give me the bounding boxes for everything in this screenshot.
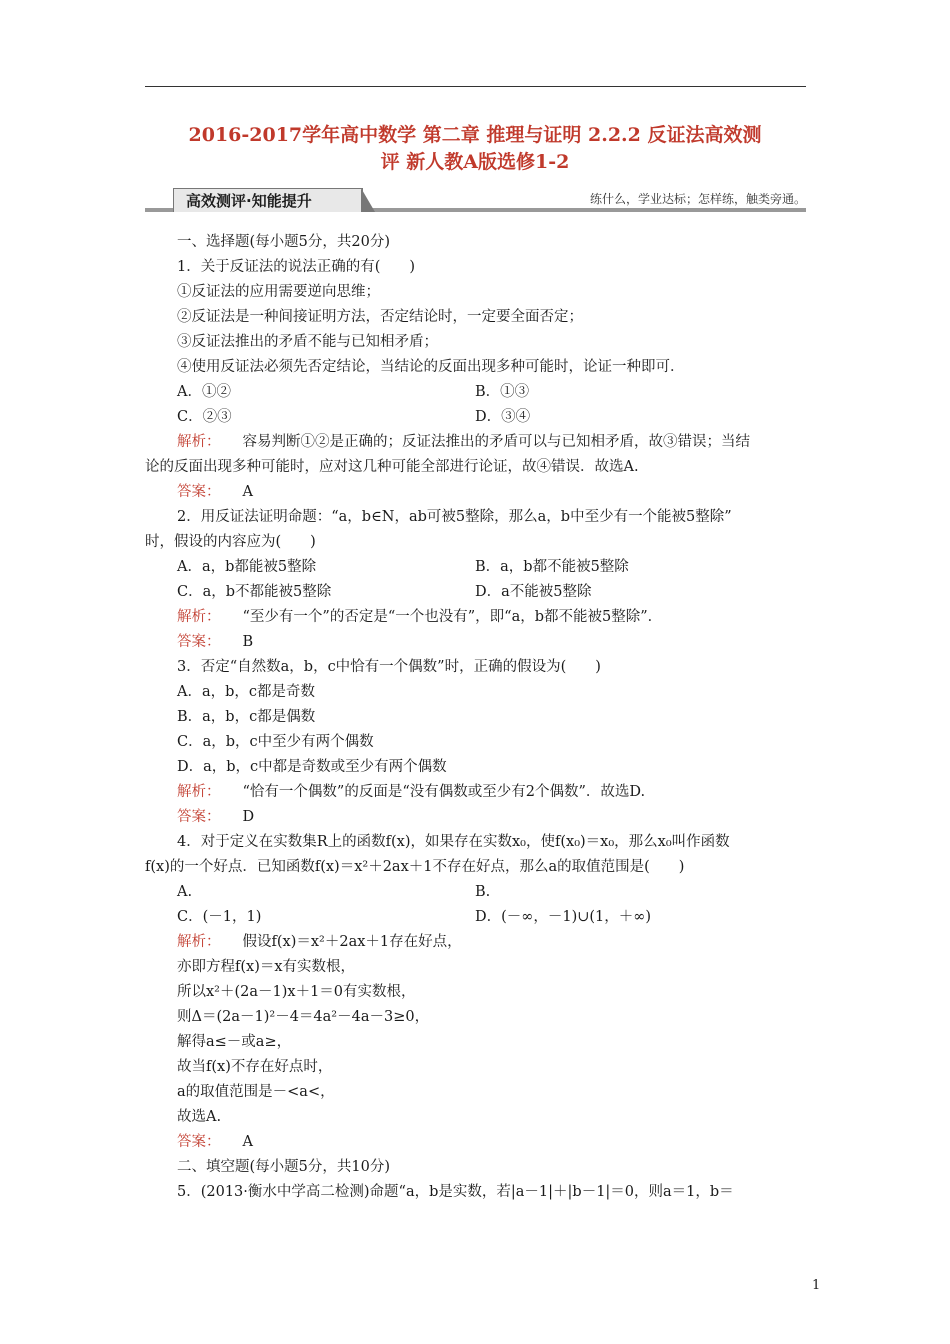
answer [145,805,806,830]
analysis [145,605,806,630]
section-heading: 二、填空题(每小题5分，共10分) [177,1159,390,1175]
analysis-step: 解得a≤－或a≥， [177,1034,292,1050]
answer-label: 答案： [177,484,221,500]
option-c: C．a，b，c中至少有两个偶数 [177,734,374,750]
answer [145,630,806,655]
section-heading: 一、选择题(每小题5分，共20分) [177,234,390,250]
analysis-step: a的取值范围是－<a<， [177,1084,335,1100]
document-title [120,122,830,176]
question-stem-continued: 时，假设的内容应为( ) [145,534,316,550]
option-d: D．(－∞，－1)∪(1，＋∞) [475,909,652,925]
answer [145,480,806,505]
answer-value: B [242,634,254,650]
option-a: A．①② [177,384,231,400]
statement-item: ③反证法推出的矛盾不能与已知相矛盾； [177,334,438,350]
option-c: C．(－1，1) [177,909,262,925]
option-d: D．a，b，c中都是奇数或至少有两个偶数 [177,759,447,775]
option-d: D．③④ [475,409,531,425]
page-number: 1 [812,1278,821,1293]
analysis-label: 解析： [177,434,221,450]
options-row [145,405,806,430]
options-row [145,380,806,405]
analysis-step: 故当f(x)不存在好点时， [177,1059,333,1075]
statement-item: ④使用反证法必须先否定结论，当结论的反面出现多种可能时，论证一种即可． [177,359,685,375]
option-b: B．a，b，c都是偶数 [177,709,316,725]
analysis-continued: 论的反面出现多种可能时，应对这几种可能全部进行论证，故④错误．故选A. [145,459,639,475]
analysis [145,430,806,455]
statement-item: ①反证法的应用需要逆向思维； [177,284,380,300]
question-stem: 1．关于反证法的说法正确的有( ) [177,259,416,275]
section-banner [145,188,806,212]
banner-tab-corner [361,188,375,212]
analysis-step: 亦即方程f(x)＝x有实数根， [177,959,356,975]
analysis-label: 解析： [177,609,221,625]
analysis-label: 解析： [177,934,221,950]
options-row [145,905,806,930]
analysis-text: 假设f(x)＝x²＋2ax＋1存在好点， [242,934,462,950]
question-stem: 4．对于定义在实数集R上的函数f(x)，如果存在实数x₀，使f(x₀)＝x₀，那么x₀叫作函数 [177,834,730,850]
option-c: C．a，b不都能被5整除 [177,584,332,600]
statement-item: ②反证法是一种间接证明方法，否定结论时，一定要全面否定； [177,309,583,325]
banner-slogan: 练什么，学业达标；怎样练，触类旁通。 [589,192,806,206]
title-line-1: 2016-2017学年高中数学 第二章 推理与证明 2.2.2 反证法高效测 [188,124,762,146]
option-b: B．①③ [475,384,530,400]
answer-label: 答案： [177,634,221,650]
option-a: A．a，b，c都是奇数 [177,684,316,700]
analysis [145,930,806,955]
option-a: A．a，b都能被5整除 [177,559,317,575]
analysis-step: 故选A. [177,1109,222,1125]
answer-value: A [242,484,253,500]
question-stem: 3．否定“自然数a，b，c中恰有一个偶数”时，正确的假设为( ) [177,659,601,675]
analysis-step: 则Δ＝(2a－1)²－4＝4a²－4a－3≥0， [177,1009,430,1025]
title-line-2: 评 新人教A版选修1-2 [380,151,570,173]
analysis-text: “至少有一个”的否定是“一个也没有”，即“a，b都不能被5整除”． [242,609,663,625]
analysis [145,780,806,805]
analysis-text: “恰有一个偶数”的反面是“没有偶数或至少有2个偶数”．故选D. [242,784,646,800]
analysis-step: 所以x²＋(2a－1)x＋1＝0有实数根， [177,984,416,1000]
option-a: A. [177,884,193,900]
option-c: C．②③ [177,409,232,425]
analysis-label: 解析： [177,784,221,800]
answer-value: D [242,809,255,825]
analysis-text: 容易判断①②是正确的；反证法推出的矛盾可以与已知相矛盾，故③错误；当结 [242,434,750,450]
answer [145,1130,806,1155]
options-row [145,580,806,605]
question-stem-continued: f(x)的一个好点．已知函数f(x)＝x²＋2ax＋1不存在好点，那么a的取值范围是( ) [145,859,685,875]
document-body [145,230,806,1205]
options-row [145,880,806,905]
question-stem: 2．用反证法证明命题：“a，b∈N，ab可被5整除，那么a，b中至少有一个能被5整除” [177,509,732,525]
option-b: B．a，b都不能被5整除 [475,559,629,575]
question-stem: 5．(2013·衡水中学高二检测)命题“a，b是实数，若|a－1|＋|b－1|＝0，则a＝1，b＝ [177,1184,734,1200]
answer-label: 答案： [177,1134,221,1150]
answer-value: A [242,1134,253,1150]
option-b: B. [475,884,491,900]
option-d: D．a不能被5整除 [475,584,592,600]
answer-label: 答案： [177,809,221,825]
options-row [145,555,806,580]
banner-tab: 高效测评·知能提升 [173,188,363,212]
header-rule [145,86,806,87]
